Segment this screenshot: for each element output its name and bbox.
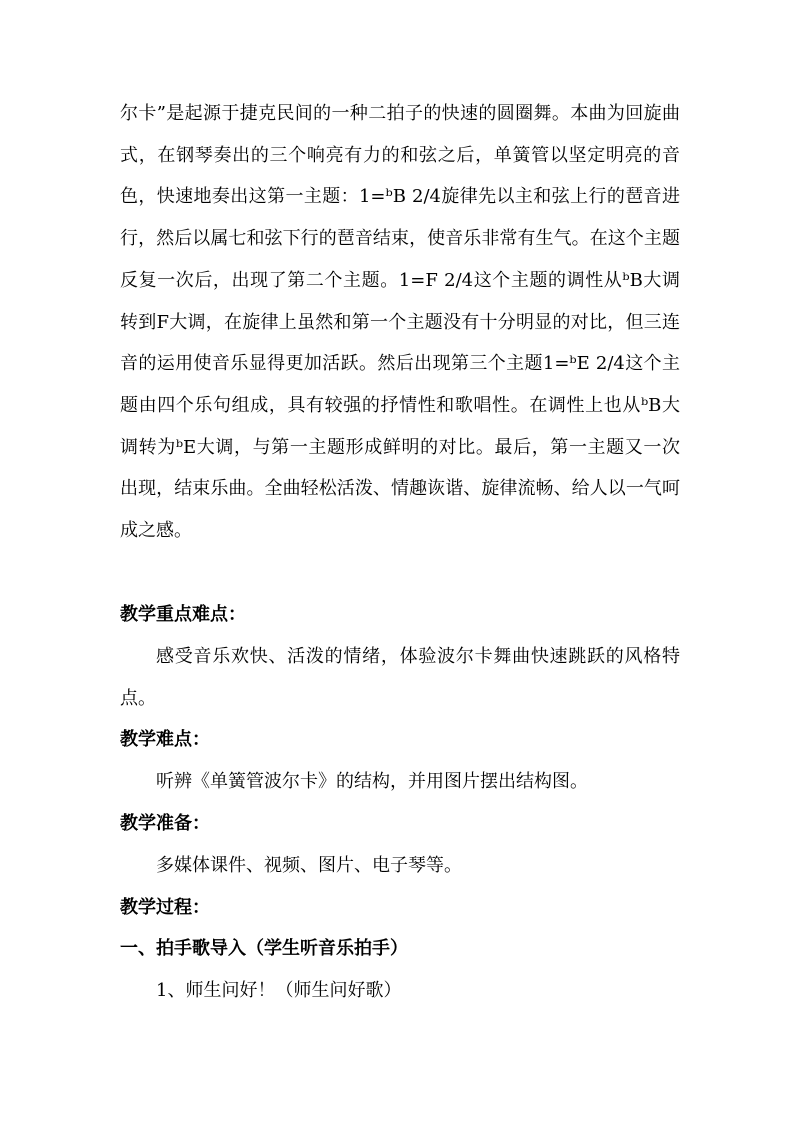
intro-paragraph: 尔卡”是起源于捷克民间的一种二拍子的快速的圆圈舞。本曲为回旋曲式，在钢琴奏出的三个响亮有力的和弦之后，单簧管以坚定明亮的音色，快速地奏出这第一主题：1=ᵇB 2/4旋律先以主和弦上行的琶音进行，然后以属七和弦下行的琶音结束，使音乐非常有生气。在这个主题反复一次后，出现了第二个主题。1=F 2/4这个主题的调性从ᵇB大调转到F大调，在旋律上虽然和第一个主题没有十分明显的对比，但三连音的运用使音乐显得更加活跃。然后出现第三个主题1=ᵇE 2/4这个主题由四个乐句组成，具有较强的抒情性和歌唱性。在调性上也从ᵇB大调转为ᵇE大调，与第一主题形成鲜明的对比。最后，第一主题又一次出现，结束乐曲。全曲轻松活泼、情趣诙谐、旋律流畅、给人以一气呵成之感。 [120,103,680,542]
section-one-heading: 一、拍手歌导入（学生听音乐拍手） [120,938,408,959]
key-points-text: 感受音乐欢快、活泼的情绪，体验波尔卡舞曲快速跳跃的风格特点。 [120,646,680,709]
key-points-heading: 教学重点难点： [120,604,246,625]
difficulty-heading: 教学难点： [120,729,210,750]
step-one-text: 1、师生问好！（师生问好歌） [156,980,402,1001]
preparation-text: 多媒体课件、视频、图片、电子琴等。 [156,855,462,876]
process-heading: 教学过程： [120,897,210,918]
preparation-heading: 教学准备： [120,813,210,834]
difficulty-text: 听辨《单簧管波尔卡》的结构，并用图片摆出结构图。 [156,771,588,792]
